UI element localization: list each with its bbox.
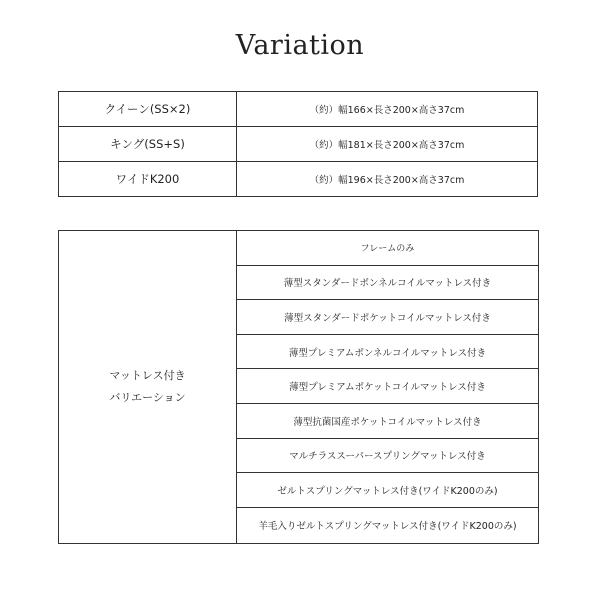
size-row [58, 92, 538, 127]
size-name: キング(SS+S) [58, 127, 237, 161]
variation-item: 薄型プレミアムポケットコイルマットレス付き [237, 369, 538, 404]
size-dimensions: （約）幅181×長さ200×高さ37cm [237, 127, 538, 161]
variation-list [237, 231, 539, 543]
size-row [58, 127, 538, 162]
variation-item: 薄型スタンダードポケットコイルマットレス付き [237, 300, 538, 335]
variation-item: ゼルトスプリングマットレス付き(ワイドK200のみ) [237, 473, 538, 508]
variation-item: 薄型スタンダードボンネルコイルマットレス付き [237, 266, 538, 301]
variation-item: 薄型プレミアムボンネルコイルマットレス付き [237, 335, 538, 370]
page-title: Variation [235, 30, 365, 61]
variation-item: フレームのみ [237, 231, 538, 266]
variation-label-line2: バリエーション [109, 391, 186, 404]
variation-item: 羊毛入りゼルトスプリングマットレス付き(ワイドK200のみ) [258, 521, 517, 533]
variation-item: マルチラススーパースプリングマットレス付き [237, 439, 538, 474]
size-table [58, 91, 538, 197]
size-dimensions: （約）幅166×長さ200×高さ37cm [237, 92, 538, 126]
variation-label [59, 231, 237, 543]
size-row [58, 162, 538, 196]
size-name: ワイドK200 [58, 162, 237, 196]
size-dimensions: （約）幅196×長さ200×高さ37cm [237, 162, 538, 196]
size-name: クイーン(SS×2) [58, 92, 237, 126]
variation-label-line1: マットレス付き [109, 369, 186, 382]
variation-item: 薄型抗菌国産ポケットコイルマットレス付き [237, 404, 538, 439]
variation-table [58, 230, 539, 544]
